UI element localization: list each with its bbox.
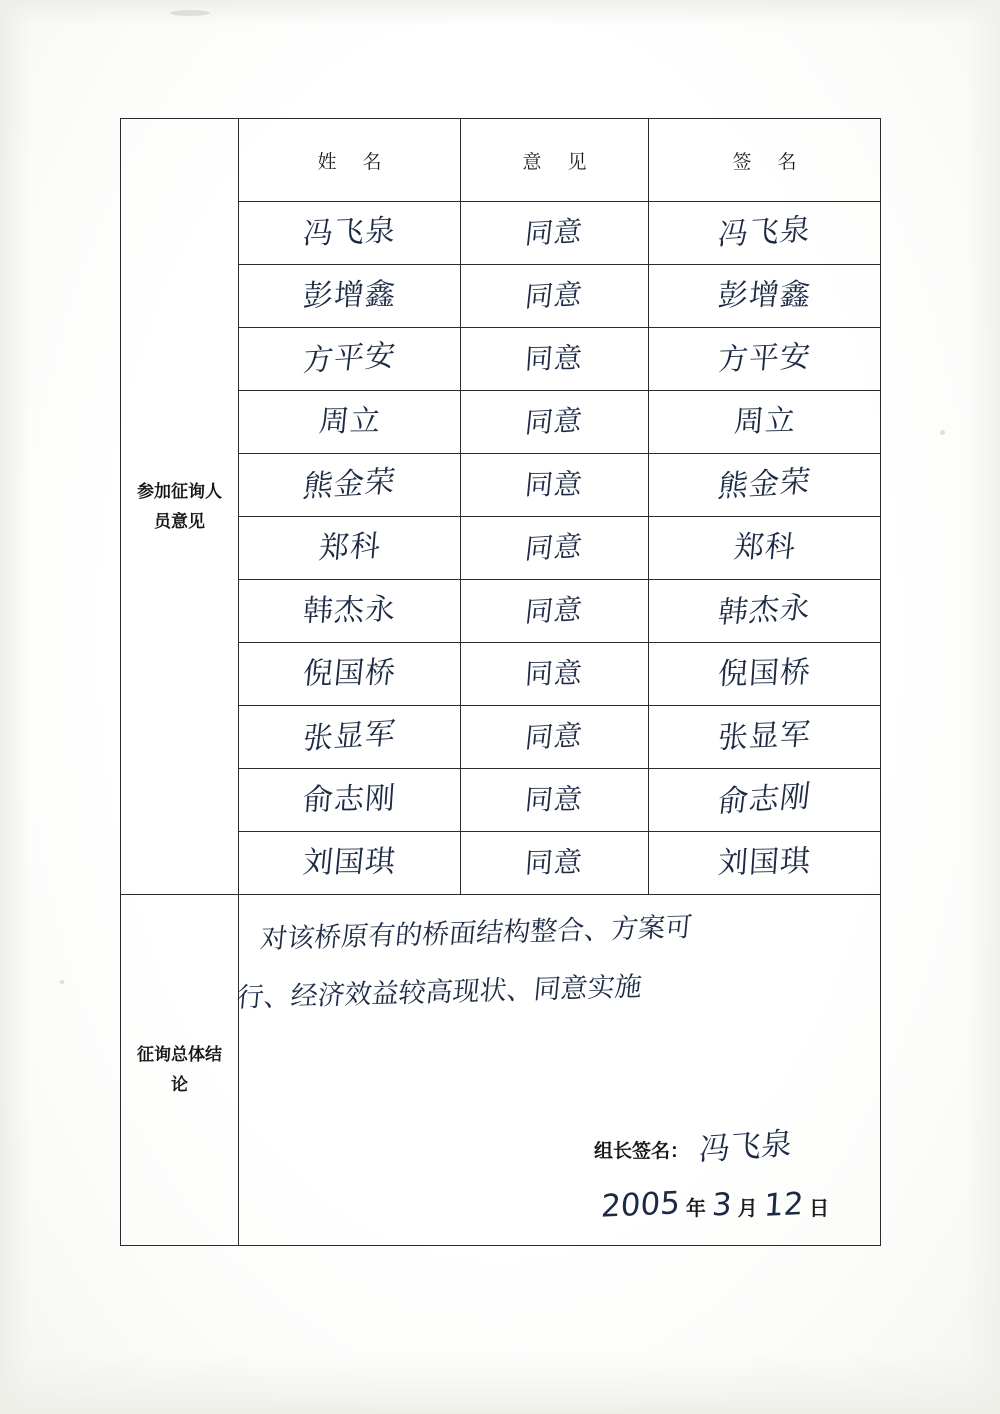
cell-name xyxy=(239,328,461,391)
conclusion-line-2: 行、经济效益较高现状、同意实施 xyxy=(235,971,644,1014)
scan-speck xyxy=(60,980,64,984)
cell-opinion xyxy=(461,832,649,895)
handwritten-name: 刘国琪 xyxy=(301,844,398,881)
cell-signature xyxy=(649,769,881,832)
conclusion-handwriting xyxy=(235,894,868,1027)
conclusion-cell xyxy=(235,895,881,1246)
leader-signature-row xyxy=(594,1125,794,1169)
handwritten-name: 冯飞泉 xyxy=(301,213,398,252)
column-header-signature: 签 名 xyxy=(649,119,881,202)
handwritten-name: 彭增鑫 xyxy=(301,276,398,315)
cell-name xyxy=(239,454,461,517)
handwritten-opinion: 同意 xyxy=(523,277,586,314)
scan-speck xyxy=(170,10,210,16)
handwritten-signature: 俞志刚 xyxy=(716,779,814,820)
cell-name xyxy=(239,832,461,895)
cell-name xyxy=(239,202,461,265)
scan-edge-left xyxy=(0,0,30,1414)
cell-name xyxy=(239,517,461,580)
handwritten-opinion: 同意 xyxy=(523,529,586,566)
handwritten-name: 俞志刚 xyxy=(301,780,398,819)
cell-opinion xyxy=(461,769,649,832)
handwritten-signature: 张显军 xyxy=(716,717,813,756)
scan-edge-right xyxy=(966,0,1000,1414)
column-header-name: 姓 名 xyxy=(239,119,461,202)
scan-edge-top xyxy=(0,0,1000,26)
handwritten-signature: 韩杰永 xyxy=(716,590,814,631)
cell-opinion xyxy=(461,265,649,328)
handwritten-opinion: 同意 xyxy=(523,782,586,817)
handwritten-name: 张显军 xyxy=(301,716,399,757)
handwritten-name: 周立 xyxy=(316,403,383,440)
cell-signature xyxy=(649,832,881,895)
handwritten-signature: 方平安 xyxy=(716,339,813,378)
cell-name xyxy=(239,643,461,706)
cell-opinion xyxy=(461,328,649,391)
scan-edge-bottom xyxy=(0,1354,1000,1414)
cell-signature xyxy=(649,706,881,769)
cell-opinion xyxy=(461,706,649,769)
conclusion-row xyxy=(121,895,881,1246)
handwritten-name: 熊金荣 xyxy=(301,464,399,505)
handwritten-name: 方平安 xyxy=(301,338,399,379)
handwritten-signature: 郑科 xyxy=(731,529,798,566)
conclusion-line-1: 对该桥原有的桥面结构整合、方案可 xyxy=(258,911,694,956)
cell-opinion xyxy=(461,517,649,580)
cell-opinion xyxy=(461,454,649,517)
cell-signature xyxy=(649,517,881,580)
cell-signature xyxy=(649,643,881,706)
signature-date xyxy=(599,1185,830,1225)
handwritten-opinion: 同意 xyxy=(523,592,586,629)
date-year-value: 2005 xyxy=(599,1185,682,1225)
handwritten-name: 倪国桥 xyxy=(301,655,398,692)
cell-opinion xyxy=(461,580,649,643)
handwritten-signature: 彭增鑫 xyxy=(716,277,813,314)
cell-signature xyxy=(649,328,881,391)
leader-signature-handwriting: 冯飞泉 xyxy=(697,1125,794,1169)
cell-name xyxy=(239,265,461,328)
handwritten-name: 韩杰永 xyxy=(301,591,398,630)
row-label-conclusion xyxy=(121,895,239,1246)
handwritten-opinion: 同意 xyxy=(524,845,585,880)
cell-name xyxy=(239,580,461,643)
leader-signature-label: 组长签名： xyxy=(594,1140,690,1162)
handwritten-opinion: 同意 xyxy=(523,403,586,440)
cell-name xyxy=(239,706,461,769)
handwritten-opinion: 同意 xyxy=(524,341,585,376)
handwritten-signature: 周立 xyxy=(732,403,797,440)
handwritten-signature: 冯飞泉 xyxy=(716,212,814,253)
cell-opinion xyxy=(461,202,649,265)
cell-signature xyxy=(649,202,881,265)
date-day-value: 12 xyxy=(762,1186,805,1224)
cell-signature xyxy=(649,391,881,454)
cell-signature xyxy=(649,265,881,328)
handwritten-signature: 刘国琪 xyxy=(716,843,813,882)
date-day-unit: 日 xyxy=(809,1196,830,1220)
handwritten-opinion: 同意 xyxy=(523,214,586,251)
table-header-row xyxy=(121,119,881,202)
handwritten-opinion: 同意 xyxy=(523,718,586,755)
column-header-opinion: 意 见 xyxy=(461,119,649,202)
cell-signature xyxy=(649,580,881,643)
row-label-participants xyxy=(121,119,239,895)
handwritten-opinion: 同意 xyxy=(524,656,585,691)
cell-signature xyxy=(649,454,881,517)
handwritten-signature: 倪国桥 xyxy=(716,654,813,693)
handwritten-name: 郑科 xyxy=(317,528,382,567)
row-label-participants-line1: 参加征询人 xyxy=(137,481,222,502)
scan-speck xyxy=(940,430,945,435)
date-month-unit: 月 xyxy=(737,1196,758,1220)
row-label-conclusion-line2: 论 xyxy=(171,1075,188,1095)
cell-opinion xyxy=(461,643,649,706)
handwritten-signature: 熊金荣 xyxy=(716,464,814,505)
date-year-unit: 年 xyxy=(685,1196,706,1220)
cell-opinion xyxy=(461,391,649,454)
date-month-value: 3 xyxy=(710,1186,733,1224)
row-label-participants-line2: 员意见 xyxy=(154,511,205,532)
handwritten-opinion: 同意 xyxy=(523,467,586,502)
consultation-opinion-table xyxy=(120,118,881,1246)
cell-name xyxy=(239,391,461,454)
cell-name xyxy=(239,769,461,832)
row-label-conclusion-line1: 征询总体结 xyxy=(137,1045,222,1065)
